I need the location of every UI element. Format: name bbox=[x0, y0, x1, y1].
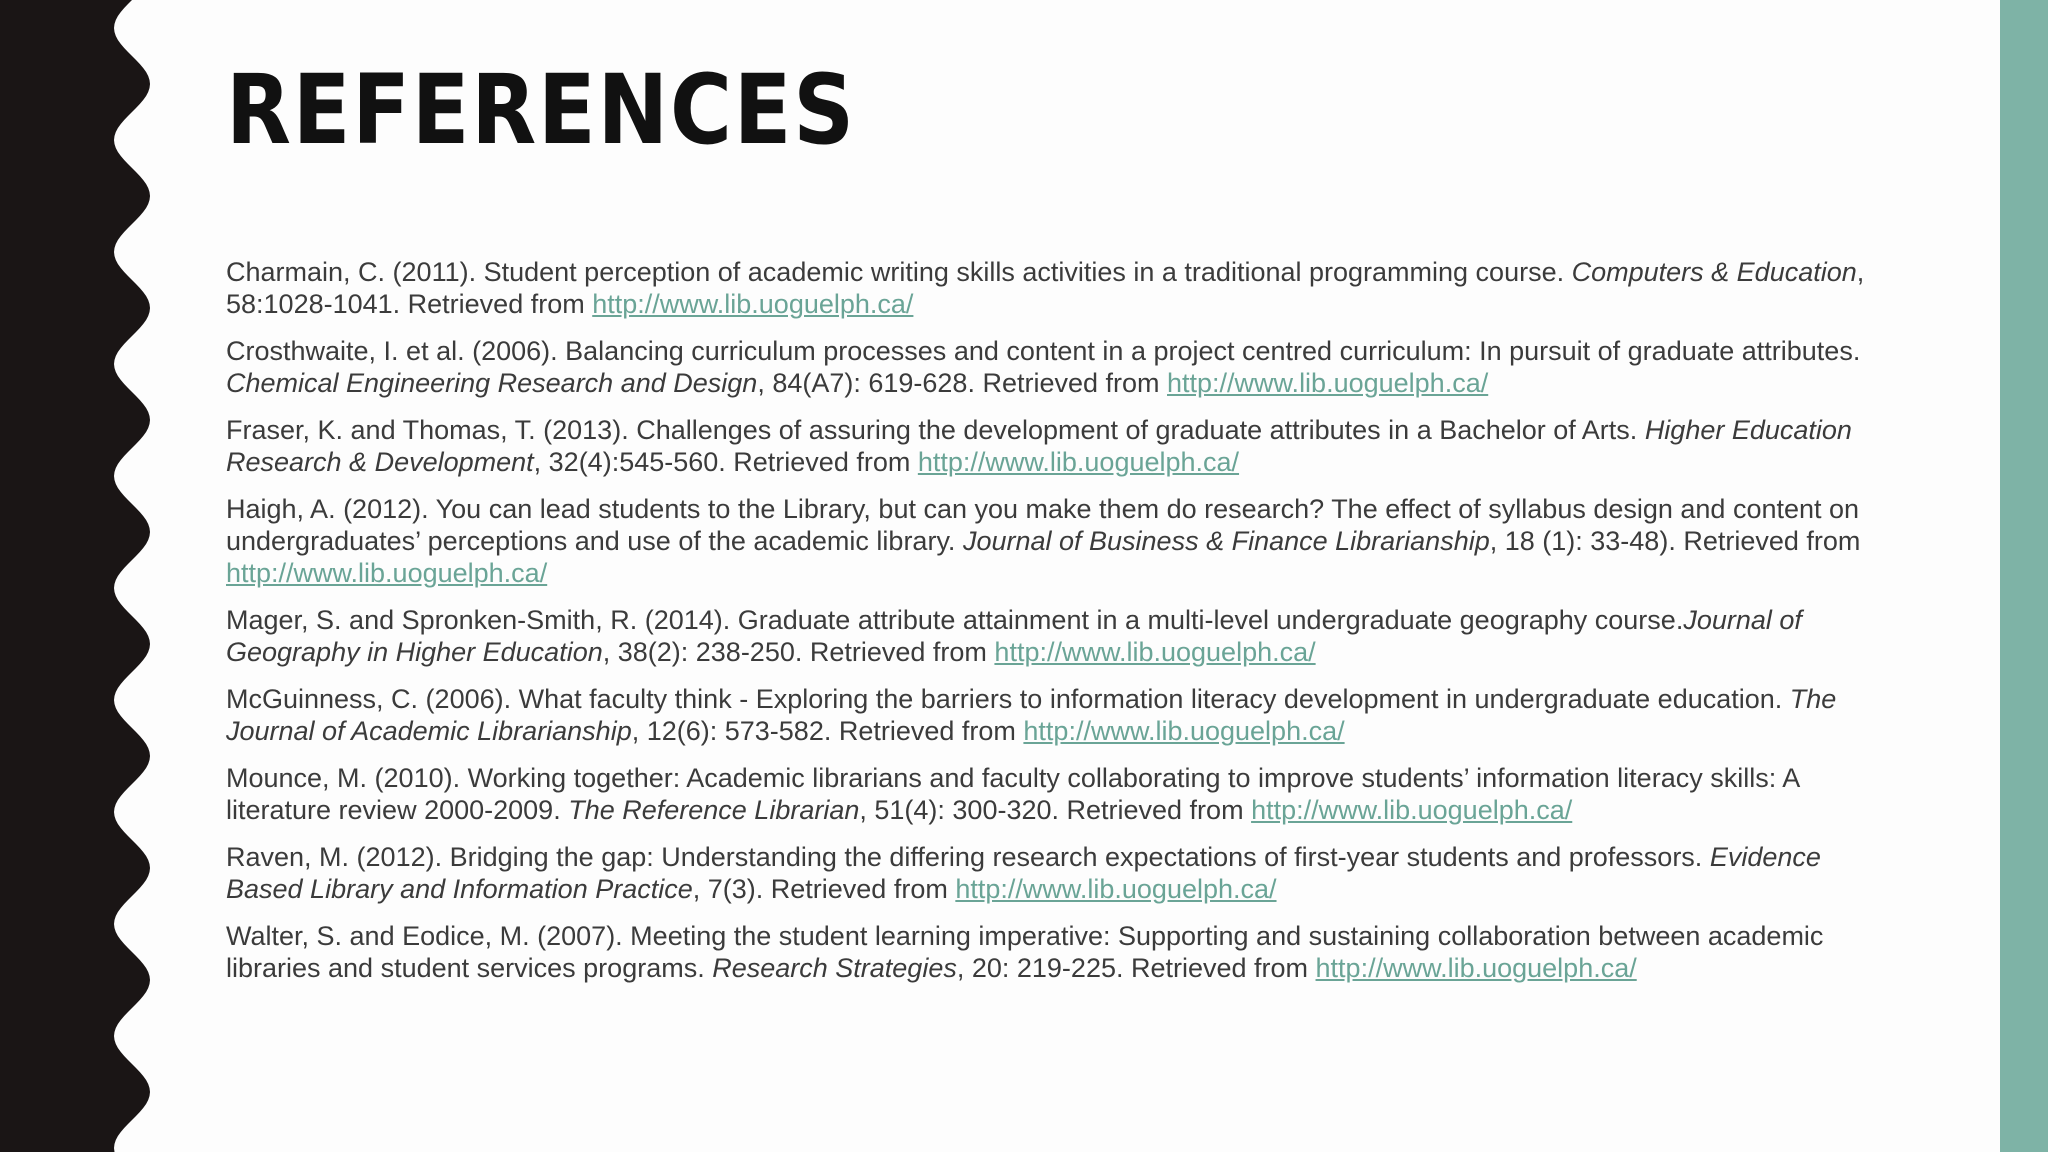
slide-title: REFERENCES bbox=[226, 54, 856, 166]
reference-citation: Mounce, M. (2010). Working together: Academic librarians and faculty collaborating to improve students’ information literacy skills: A literature review 2000-2009. bbox=[226, 763, 1799, 825]
reference-entry bbox=[226, 841, 1886, 905]
reference-entry bbox=[226, 256, 1886, 320]
wavy-left-band bbox=[0, 0, 160, 1152]
reference-link[interactable]: http://www.lib.uoguelph.ca/ bbox=[1251, 795, 1573, 825]
reference-journal: Journal of Geography in Higher Education bbox=[226, 605, 1802, 667]
reference-citation: Walter, S. and Eodice, M. (2007). Meeting the student learning imperative: Supporting and sustaining collaboration between academic libraries and student services programs. bbox=[226, 921, 1824, 983]
reference-citation: Haigh, A. (2012). You can lead students to the Library, but can you make them do research? The effect of syllabus design and content on undergraduates’ perceptions and use of the academic library. bbox=[226, 494, 1860, 556]
reference-details: , 18 (1): 33-48). Retrieved from bbox=[1489, 526, 1861, 556]
reference-journal: Higher Education Research & Development bbox=[226, 415, 1852, 477]
reference-details: , 20: 219-225. Retrieved from bbox=[956, 953, 1316, 983]
reference-link[interactable]: http://www.lib.uoguelph.ca/ bbox=[994, 637, 1316, 667]
wave-shape bbox=[0, 0, 150, 1152]
reference-details: , 51(4): 300-320. Retrieved from bbox=[859, 795, 1252, 825]
reference-citation: Crosthwaite, I. et al. (2006). Balancing curriculum processes and content in a project centred curriculum: In pursuit of graduate attributes. bbox=[226, 336, 1861, 366]
reference-citation: Raven, M. (2012). Bridging the gap: Understanding the differing research expectations of first-year students and professors. bbox=[226, 842, 1710, 872]
reference-entry bbox=[226, 335, 1886, 399]
reference-link[interactable]: http://www.lib.uoguelph.ca/ bbox=[1167, 368, 1489, 398]
reference-details: , 58:1028-1041. Retrieved from bbox=[226, 257, 1865, 319]
reference-citation: McGuinness, C. (2006). What faculty think - Exploring the barriers to information literacy development in undergraduate education. bbox=[226, 684, 1790, 714]
accent-stripe bbox=[2000, 0, 2048, 1152]
reference-link[interactable]: http://www.lib.uoguelph.ca/ bbox=[592, 289, 914, 319]
reference-link[interactable]: http://www.lib.uoguelph.ca/ bbox=[955, 874, 1277, 904]
reference-link[interactable]: http://www.lib.uoguelph.ca/ bbox=[1023, 716, 1345, 746]
reference-journal: Chemical Engineering Research and Design bbox=[226, 368, 758, 398]
reference-journal: Journal of Business & Finance Librarianship bbox=[962, 526, 1490, 556]
reference-entry bbox=[226, 493, 1886, 589]
reference-journal: The Reference Librarian bbox=[568, 795, 860, 825]
reference-journal: Evidence Based Library and Information Practice bbox=[226, 842, 1821, 904]
reference-entry bbox=[226, 604, 1886, 668]
reference-entry bbox=[226, 920, 1886, 984]
reference-link[interactable]: http://www.lib.uoguelph.ca/ bbox=[1315, 953, 1637, 983]
reference-entry bbox=[226, 414, 1886, 478]
reference-details: , 12(6): 573-582. Retrieved from bbox=[631, 716, 1024, 746]
reference-link[interactable]: http://www.lib.uoguelph.ca/ bbox=[917, 447, 1240, 477]
references-list bbox=[226, 256, 1886, 999]
reference-details: , 7(3). Retrieved from bbox=[692, 874, 956, 904]
reference-citation: Fraser, K. and Thomas, T. (2013). Challenges of assuring the development of graduate attributes in a Bachelor of Arts. bbox=[226, 415, 1645, 445]
reference-citation: Mager, S. and Spronken-Smith, R. (2014). Graduate attribute attainment in a multi-level undergraduate geography course. bbox=[226, 605, 1684, 635]
reference-details: , 32(4):545-560. Retrieved from bbox=[533, 447, 918, 477]
reference-link[interactable]: http://www.lib.uoguelph.ca/ bbox=[226, 558, 548, 588]
reference-journal: Computers & Education bbox=[1571, 257, 1857, 287]
reference-entry bbox=[226, 762, 1886, 826]
reference-details: , 38(2): 238-250. Retrieved from bbox=[602, 637, 995, 667]
reference-details: , 84(A7): 619-628. Retrieved from bbox=[757, 368, 1168, 398]
reference-entry bbox=[226, 683, 1886, 747]
reference-journal: The Journal of Academic Librarianship bbox=[226, 684, 1837, 746]
reference-citation: Charmain, C. (2011). Student perception of academic writing skills activities in a traditional programming course. bbox=[226, 257, 1572, 287]
reference-journal: Research Strategies bbox=[712, 953, 957, 983]
